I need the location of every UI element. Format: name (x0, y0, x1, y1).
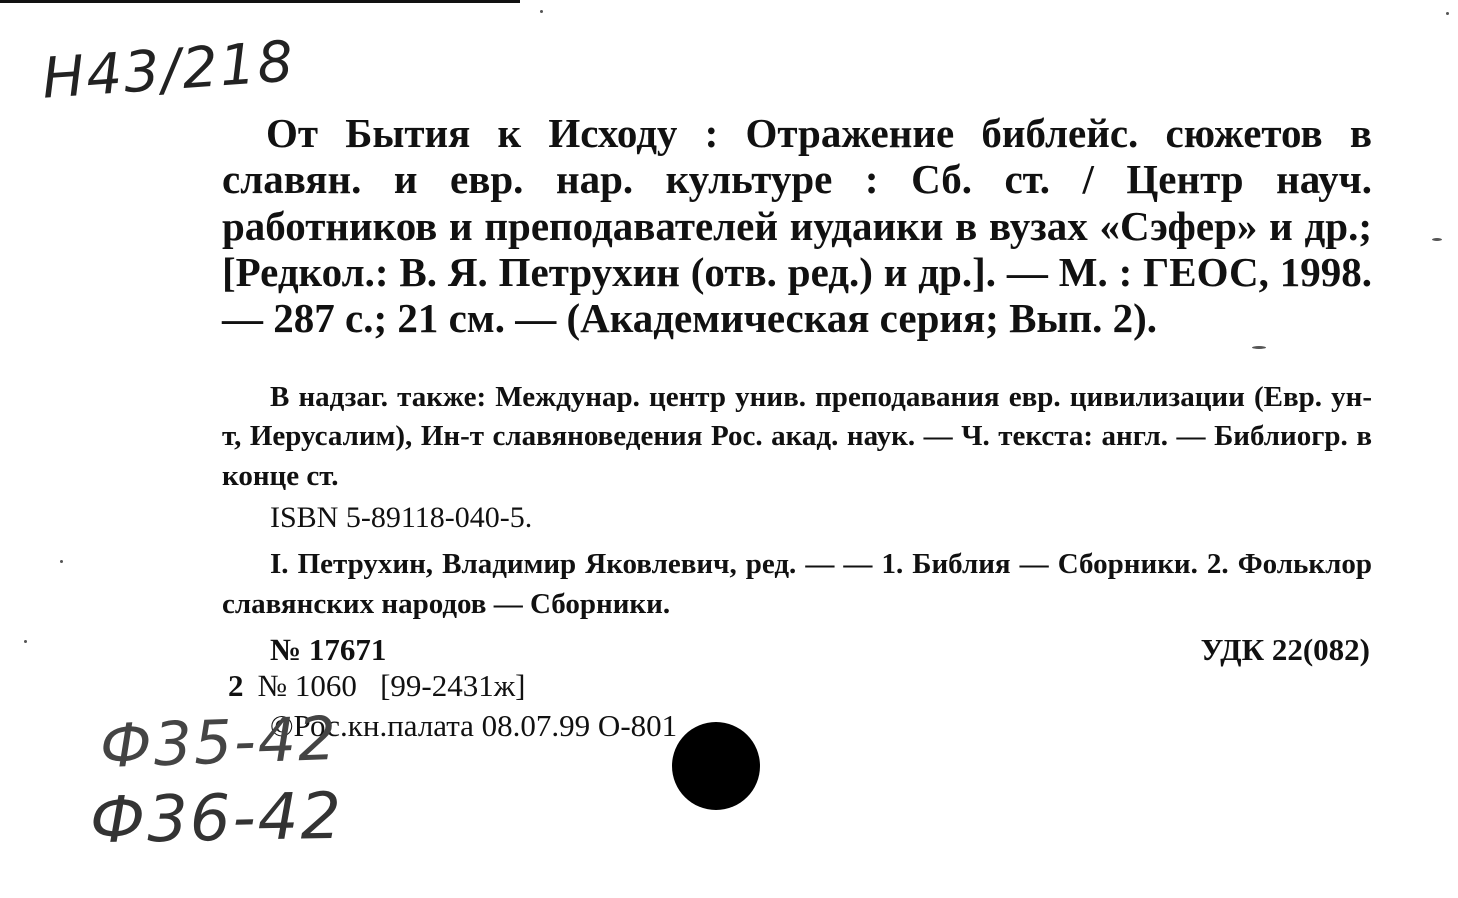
isbn: ISBN 5-89118-040-5. (270, 501, 533, 535)
call-number: Н43/218 (40, 29, 298, 112)
accession-number: № 17671 (270, 632, 387, 667)
registration-prefix: 2 (228, 668, 244, 703)
scan-speck (1432, 238, 1442, 241)
main-entry: От Бытия к Исходу : Отражение библейс. сюжетов в славян. и евр. нар. культуре : Сб. ст. / Центр науч. работников и преподавателей иудаики в вузах «Сэфер» и др.; [Редкол.: В. Я. Петрухин (отв. ред.) и др.]. — М. : ГЕОС, 1998. — 287 с.; 21 см. — (Академическая серия; Вып. 2). (222, 110, 1372, 342)
note-text: В надзаг. также: Междунар. центр унив. преподавания евр. цивилизации (Евр. ун-т, Иерусалим), Ин-т славяноведения Рос. акад. наук. — Ч. текста: англ. — Библиогр. в конце ст. (222, 381, 1372, 492)
scan-speck (1446, 12, 1449, 15)
scan-speck (24, 640, 27, 643)
notes-section (222, 378, 1372, 624)
punch-hole (672, 722, 760, 810)
udc-classification: УДК 22(082) (1200, 632, 1370, 667)
scan-speck (60, 560, 63, 563)
shelf-mark-1: Ф35-42 (98, 703, 340, 783)
card-top-edge (0, 0, 520, 3)
scan-speck (1252, 346, 1266, 349)
copyright-line: ©Рос.кн.палата 08.07.99 О-801 (270, 708, 678, 743)
scan-speck (540, 10, 543, 13)
shelf-mark-2: Ф36-42 (89, 779, 344, 859)
tracings: I. Петрухин, Владимир Яковлевич, ред. — — 1. Библия — Сборники. 2. Фольклор славянских народов — Сборники. (222, 548, 1372, 620)
registration-number: № 1060 [99-2431ж] (257, 668, 526, 703)
registration-line (228, 668, 525, 704)
